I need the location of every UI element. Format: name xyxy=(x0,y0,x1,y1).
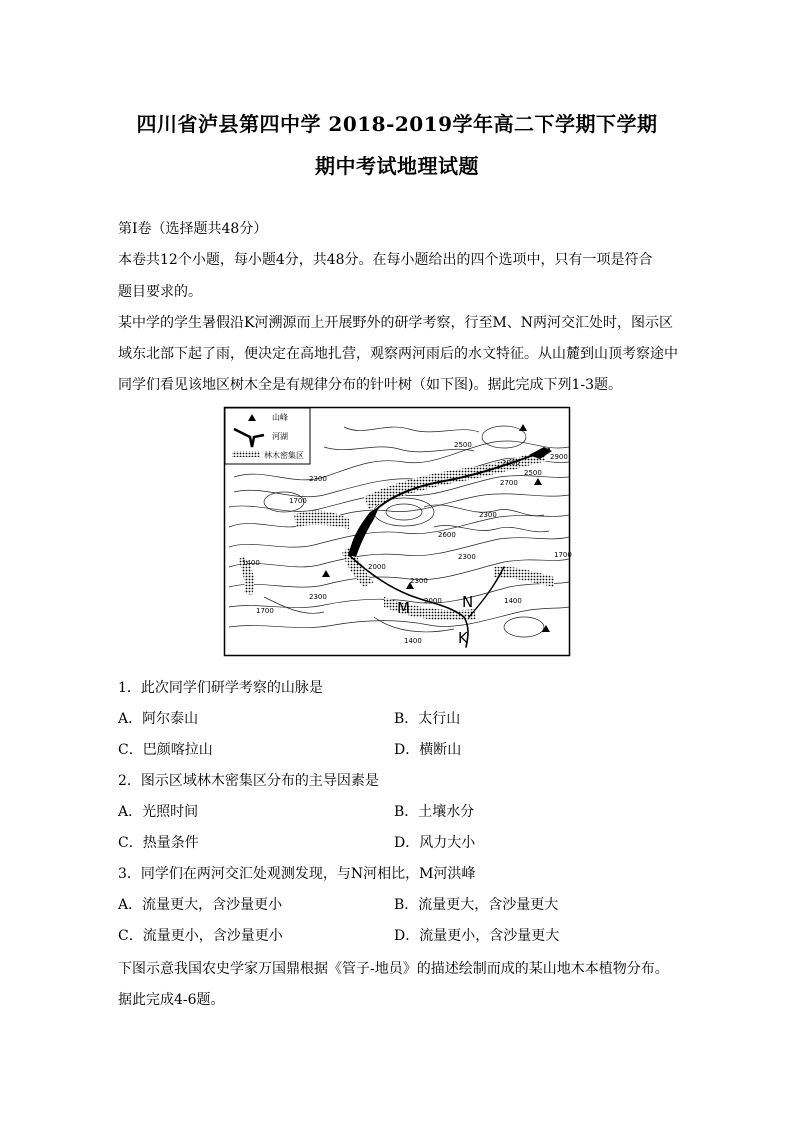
contour-label: 2600 xyxy=(438,531,456,539)
contour-label: 2700 xyxy=(500,479,518,487)
q3-option-c: C．流量更小，含沙量更小 xyxy=(118,928,283,944)
river-label-k: K xyxy=(458,629,468,647)
q1-option-b: B．太行山 xyxy=(394,711,461,727)
contour-label: 2300 xyxy=(410,577,428,585)
passage1-line1: 某中学的学生暑假沿K河溯源而上开展野外的研学考察，行至M、N两河交汇处时，图示区 xyxy=(118,315,674,331)
question-2-stem: 2．图示区域林木密集区分布的主导因素是 xyxy=(118,773,379,789)
q1-option-a: A．阿尔泰山 xyxy=(118,711,199,727)
q3-option-a: A．流量更大，含沙量更小 xyxy=(118,897,283,913)
contour-label: 1400 xyxy=(504,597,522,605)
contour-label: 2300 xyxy=(309,593,327,601)
section-header: 第Ⅰ卷（选择题共48分） xyxy=(118,221,268,237)
contour-label: 1400 xyxy=(404,637,422,645)
contour-label: 2300 xyxy=(479,511,497,519)
q1-option-d: D．横断山 xyxy=(394,742,462,758)
exam-title-line1: 四川省泸县第四中学 2018-2019学年高二下学期下学期 xyxy=(136,112,658,136)
question-1-stem: 1．此次同学们研学考察的山脉是 xyxy=(118,680,323,696)
topographic-map xyxy=(224,407,570,656)
contour-label: 2300 xyxy=(309,475,327,483)
contour-label: 1700 xyxy=(289,497,307,505)
passage2-line1: 下图示意我国农史学家万国鼎根据《管子-地员》的描述绘制而成的某山地木本植物分布。 xyxy=(118,961,669,977)
exam-title-line2: 期中考试地理试题 xyxy=(315,154,479,178)
river-label-n: N xyxy=(462,593,474,611)
q1-option-c: C．巴颜喀拉山 xyxy=(118,742,213,758)
passage2-line2: 据此完成4-6题。 xyxy=(118,992,225,1008)
passage1-line3: 同学们看见该地区树木全是有规律分布的针叶树（如下图)。据此完成下列1-3题。 xyxy=(118,377,623,393)
instructions-line1: 本卷共12个小题，每小题4分，共48分。在每小题给出的四个选项中，只有一项是符合 xyxy=(118,252,653,268)
passage1-line2: 域东北部下起了雨，便决定在高地扎营，观察两河雨后的水文特征。从山麓到山顶考察途中 xyxy=(118,346,678,362)
q2-option-a: A．光照时间 xyxy=(118,804,199,820)
q2-option-d: D．风力大小 xyxy=(394,835,476,851)
contour-label: 2000 xyxy=(502,459,520,467)
contour-label: 2300 xyxy=(458,553,476,561)
contour-label: 2000 xyxy=(368,563,386,571)
contour-label: 2500 xyxy=(524,469,542,477)
contour-label: 2900 xyxy=(550,453,568,461)
map-legend xyxy=(225,408,310,464)
contour-label: 2000 xyxy=(424,597,442,605)
forest-legend-icon xyxy=(232,451,260,457)
legend-forest-label: 林木密集区 xyxy=(264,451,304,460)
q2-option-b: B．土壤水分 xyxy=(394,804,475,820)
q2-option-c: C．热量条件 xyxy=(118,835,199,851)
instructions-line2: 题目要求的。 xyxy=(118,284,202,300)
contour-label: 1700 xyxy=(554,551,572,559)
contour-label: 2500 xyxy=(454,441,472,449)
question-3-stem: 3．同学们在两河交汇处观测发现，与N河相比，M河洪峰 xyxy=(118,866,476,882)
legend-peak-label: 山峰 xyxy=(272,413,288,422)
contour-label: 1400 xyxy=(242,559,260,567)
contour-label: 1700 xyxy=(256,607,274,615)
river-label-m: M xyxy=(397,599,410,617)
q3-option-b: B．流量更大，含沙量更大 xyxy=(394,897,559,913)
legend-river-label: 河湖 xyxy=(272,432,288,441)
q3-option-d: D．流量更小，含沙量更大 xyxy=(394,928,560,944)
